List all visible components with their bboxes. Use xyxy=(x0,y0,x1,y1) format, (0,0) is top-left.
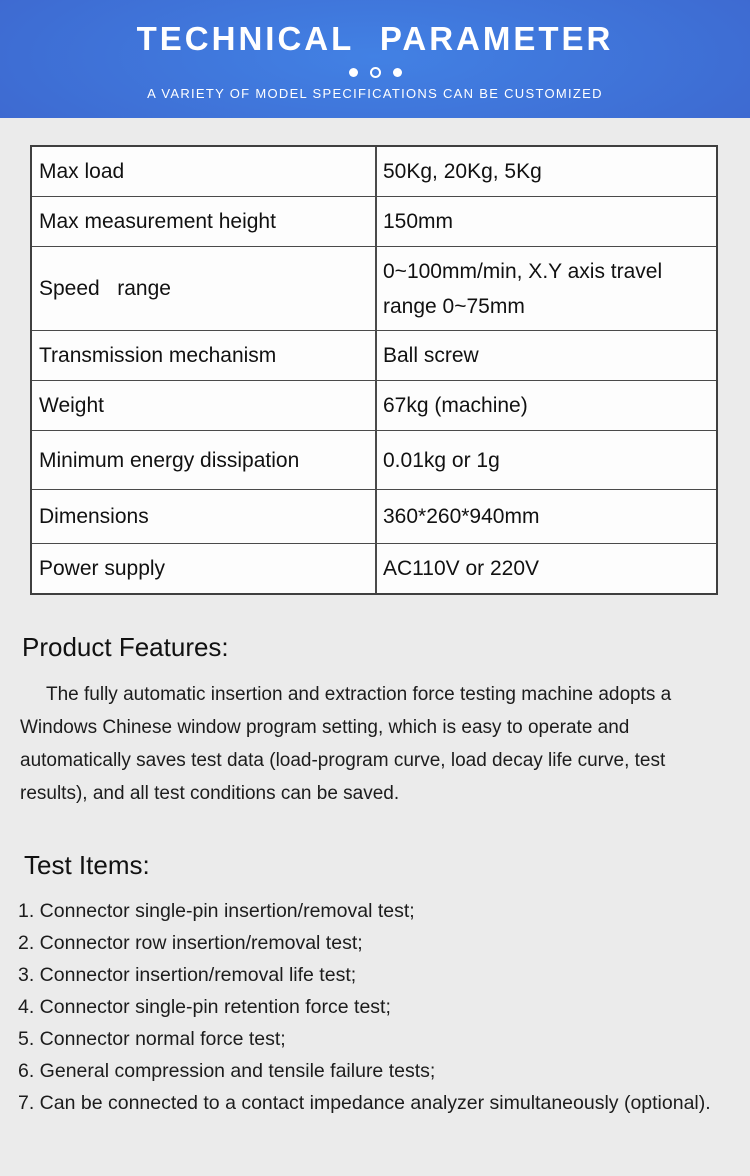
spec-label: Max measurement height xyxy=(32,197,377,246)
table-row xyxy=(32,246,716,330)
spec-label: Speed range xyxy=(32,247,377,330)
spec-value: Ball screw xyxy=(383,344,479,367)
header-banner xyxy=(0,0,750,118)
list-item: 2. Connector row insertion/removal test; xyxy=(18,932,363,954)
dot-filled-icon xyxy=(349,68,358,77)
list-item: 6. General compression and tensile failure tests; xyxy=(18,1060,436,1082)
spec-value: 0.01kg or 1g xyxy=(383,448,500,472)
spec-value: 67kg (machine) xyxy=(383,394,528,417)
test-items-section xyxy=(0,850,750,1119)
spec-label: Transmission mechanism xyxy=(32,331,377,380)
dot-hollow-icon xyxy=(370,67,381,78)
list-item: 5. Connector normal force test; xyxy=(18,1028,286,1050)
spec-label: Weight xyxy=(32,381,377,430)
table-row xyxy=(32,543,716,593)
list-item: 3. Connector insertion/removal life test; xyxy=(18,964,357,986)
spec-label: Minimum energy dissipation xyxy=(32,431,377,489)
table-row xyxy=(32,430,716,489)
spec-label: Max load xyxy=(32,147,377,196)
spec-value: 50Kg, 20Kg, 5Kg xyxy=(383,160,542,183)
product-features-section xyxy=(0,632,750,810)
list-item: 7. Can be connected to a contact impedance analyzer simultaneously (optional). xyxy=(18,1092,711,1114)
dots-separator xyxy=(0,67,750,78)
test-items-list xyxy=(18,895,722,1119)
table-row xyxy=(32,330,716,380)
banner-subtitle: A VARIETY OF MODEL SPECIFICATIONS CAN BE CUSTOMIZED xyxy=(147,86,603,101)
spec-value: 150mm xyxy=(383,210,454,233)
spec-label: Dimensions xyxy=(32,490,377,543)
spec-label: Power supply xyxy=(32,544,377,593)
table-row xyxy=(32,380,716,430)
spec-table xyxy=(30,145,718,595)
features-paragraph: The fully automatic insertion and extraction force testing machine adopts a Windows Chinese window program setting, which is easy to operate and automatically saves test data (load-program curve, load decay life curve, test results), and all test conditions can be saved. xyxy=(20,684,672,804)
list-item: 4. Connector single-pin retention force test; xyxy=(18,996,391,1018)
table-row xyxy=(32,489,716,543)
dot-filled-icon xyxy=(393,68,402,77)
list-item: 1. Connector single-pin insertion/removal test; xyxy=(18,900,415,922)
page-title: TECHNICAL PARAMETER xyxy=(136,20,614,57)
spec-value: 0~100mm/min, X.Y axis travel range 0~75mm xyxy=(383,259,663,318)
main-content xyxy=(0,145,750,1119)
test-items-heading: Test Items: xyxy=(24,850,150,880)
table-row xyxy=(32,196,716,246)
table-row xyxy=(32,147,716,196)
spec-value: AC110V or 220V xyxy=(383,557,540,580)
spec-value: 360*260*940mm xyxy=(383,505,540,528)
features-heading: Product Features: xyxy=(22,632,229,662)
